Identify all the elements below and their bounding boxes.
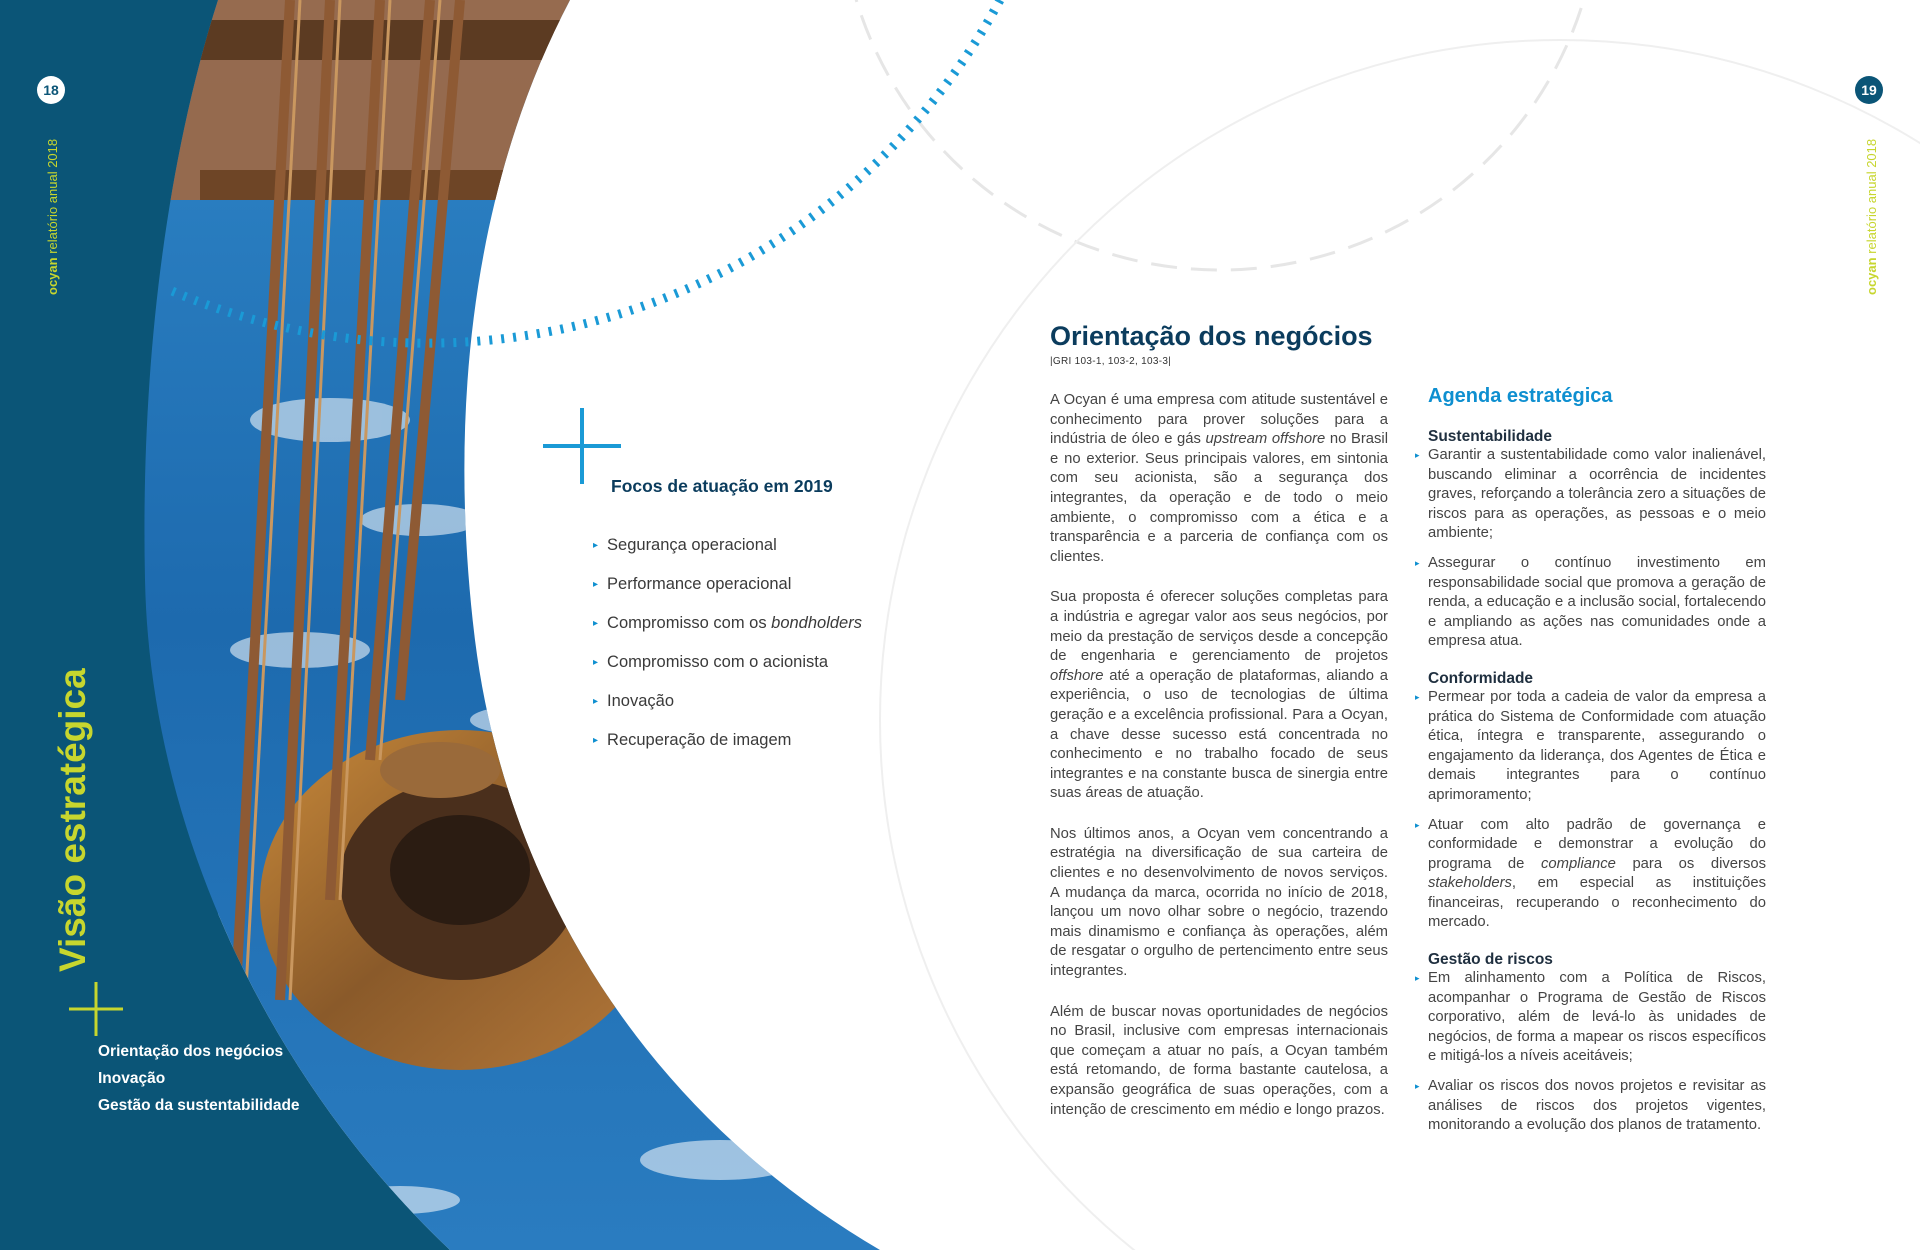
agenda-subtitle: Sustentabilidade (1428, 428, 1553, 445)
gri-reference: |GRI 103-1, 103-2, 103-3| (1050, 356, 1172, 367)
nav-item-sustentabilidade[interactable]: Gestão da sustentabilidade (98, 1097, 300, 1114)
agenda-subtitle: Gestão de riscos (1428, 951, 1553, 969)
paragraph: Sua proposta é oferecer soluções completas para a indústria e agregar valor aos seus negócios, por meio da prestação de serviços desde a concepção de engenharia e gerenciamento de projetos offshore até a operação de plataformas, aliando a experiência, o uso de tecnologias de última geração e a excelência profissional. Para a Ocyan, a chave desse sucesso está concentrada no conhecimento e no trabalho focado de seus integrantes e na constante busca de sinergia entre suas áreas de atuação. (1050, 589, 1388, 802)
brand-label-right (1864, 139, 1879, 295)
page-number-right: 19 (1855, 76, 1883, 104)
foco-item: ▸ Compromisso com o acionista (593, 653, 829, 671)
foco-item: ▸ Compromisso com os bondholders (593, 614, 862, 632)
foco-item: ▸ Inovação (593, 692, 674, 710)
bullet-icon: ▸ (1415, 557, 1420, 568)
agenda-item: ▸ Em alinhamento com a Política de Riscos, acompanhar o Programa de Gestão de Riscos corporativo, além de levá-lo às unidades de negócios, de forma a mapear os riscos específicos e mitigá-los a níveis aceitáveis; (1415, 970, 1766, 1065)
agenda-item: ▸ Atuar com alto padrão de governança e conformidade e demonstrar a evolução do programa de compliance para os diversos stakeholders, em especial as instituições financeiras, recuperando o reconhecimento do mercado. (1415, 816, 1766, 931)
focos-title: Focos de atuação em 2019 (611, 476, 833, 496)
bullet-icon: ▸ (1415, 819, 1420, 830)
nav-item-inovacao[interactable]: Inovação (98, 1070, 166, 1087)
brand-name: ocyan (45, 257, 60, 295)
nav-item-orientacao[interactable]: Orientação dos negócios (98, 1043, 284, 1060)
bullet-icon: ▸ (593, 618, 599, 629)
bullet-icon: ▸ (593, 579, 599, 590)
bullet-icon: ▸ (593, 657, 599, 668)
foco-item: ▸ Segurança operacional (593, 536, 777, 554)
agenda-item: ▸ Avaliar os riscos dos novos projetos e revisitar as análises de riscos dos projetos vigentes, monitorando a evolução dos planos de tratamento. (1415, 1078, 1766, 1134)
paragraph: Nos últimos anos, a Ocyan vem concentrando a estratégia na diversificação de sua carteira de clientes e no desenvolvimento de novos serviços. A mudança da marca, ocorrida no início de 2018, lançou um novo olhar sobre o negócio, trazendo mais dinamismo e confiança às operações, além de resgatar o orgulho de pertencimento entre seus integrantes. (1050, 825, 1388, 980)
agenda-item: ▸ Assegurar o contínuo investimento em responsabilidade social que promova a geração de renda, a educação e a inclusão social, fortalecendo e ampliando as ações nas comunidades onde a empresa atua. (1415, 554, 1766, 650)
report-label: relatório anual 2018 (45, 138, 60, 254)
section-title: Visão estratégica (52, 668, 93, 972)
agenda-list (1415, 428, 1766, 1154)
bullet-icon: ▸ (1415, 1081, 1420, 1092)
foco-item: ▸ Performance operacional (593, 575, 792, 593)
bullet-icon: ▸ (1415, 691, 1420, 702)
brand-name: ocyan (1864, 257, 1879, 295)
bullet-icon: ▸ (593, 540, 599, 551)
agenda-item: ▸ Permear por toda a cadeia de valor da empresa a prática do Sistema de Conformidade com atuação ética, íntegra e transparente, assegurando o engajamento da liderança, dos Agentes de Ética e demais integrantes para o contínuo aprimoramento; (1415, 688, 1766, 803)
paragraph: A Ocyan é uma empresa com atitude sustentável e conhecimento para prover soluções para a indústria de óleo e gás upstream offshore no Brasil e no exterior. Seus principais valores, em sintonia com seu acionista, são a segurança dos integrantes, da operação e de todo o meio ambiente, o compromisso com a ética e a transparência e a parceria de confiança com os clientes. (1050, 392, 1388, 565)
bullet-icon: ▸ (593, 696, 599, 707)
page-number-left: 18 (37, 76, 65, 104)
agenda-title: Agenda estratégica (1428, 385, 1613, 407)
agenda-item: ▸ Garantir a sustentabilidade como valor inalienável, buscando eliminar a ocorrência de incidentes graves, reforçando a tolerância zero a situações de riscos para as operações, as pessoas e o meio ambiente; (1415, 447, 1766, 542)
report-label: relatório anual 2018 (1864, 138, 1879, 254)
blue-plus-icon (543, 408, 621, 484)
bullet-icon: ▸ (593, 735, 599, 746)
bullet-icon: ▸ (1415, 450, 1420, 460)
bullet-icon: ▸ (1415, 973, 1420, 984)
paragraph: Além de buscar novas oportunidades de negócios no Brasil, inclusive com empresas internacionais que começam a atuar no país, a Ocyan também está retomando, de forma bastante cautelosa, a expansão geográfica de suas operações, com a intenção de crescimento em médio e longo prazos. (1050, 1003, 1388, 1118)
brand-label-left (45, 139, 60, 295)
agenda-subtitle: Conformidade (1428, 669, 1534, 687)
page-title: Orientação dos negócios (1050, 321, 1373, 351)
body-text-column (1050, 391, 1388, 1141)
foco-item: ▸ Recuperação de imagem (593, 731, 792, 749)
